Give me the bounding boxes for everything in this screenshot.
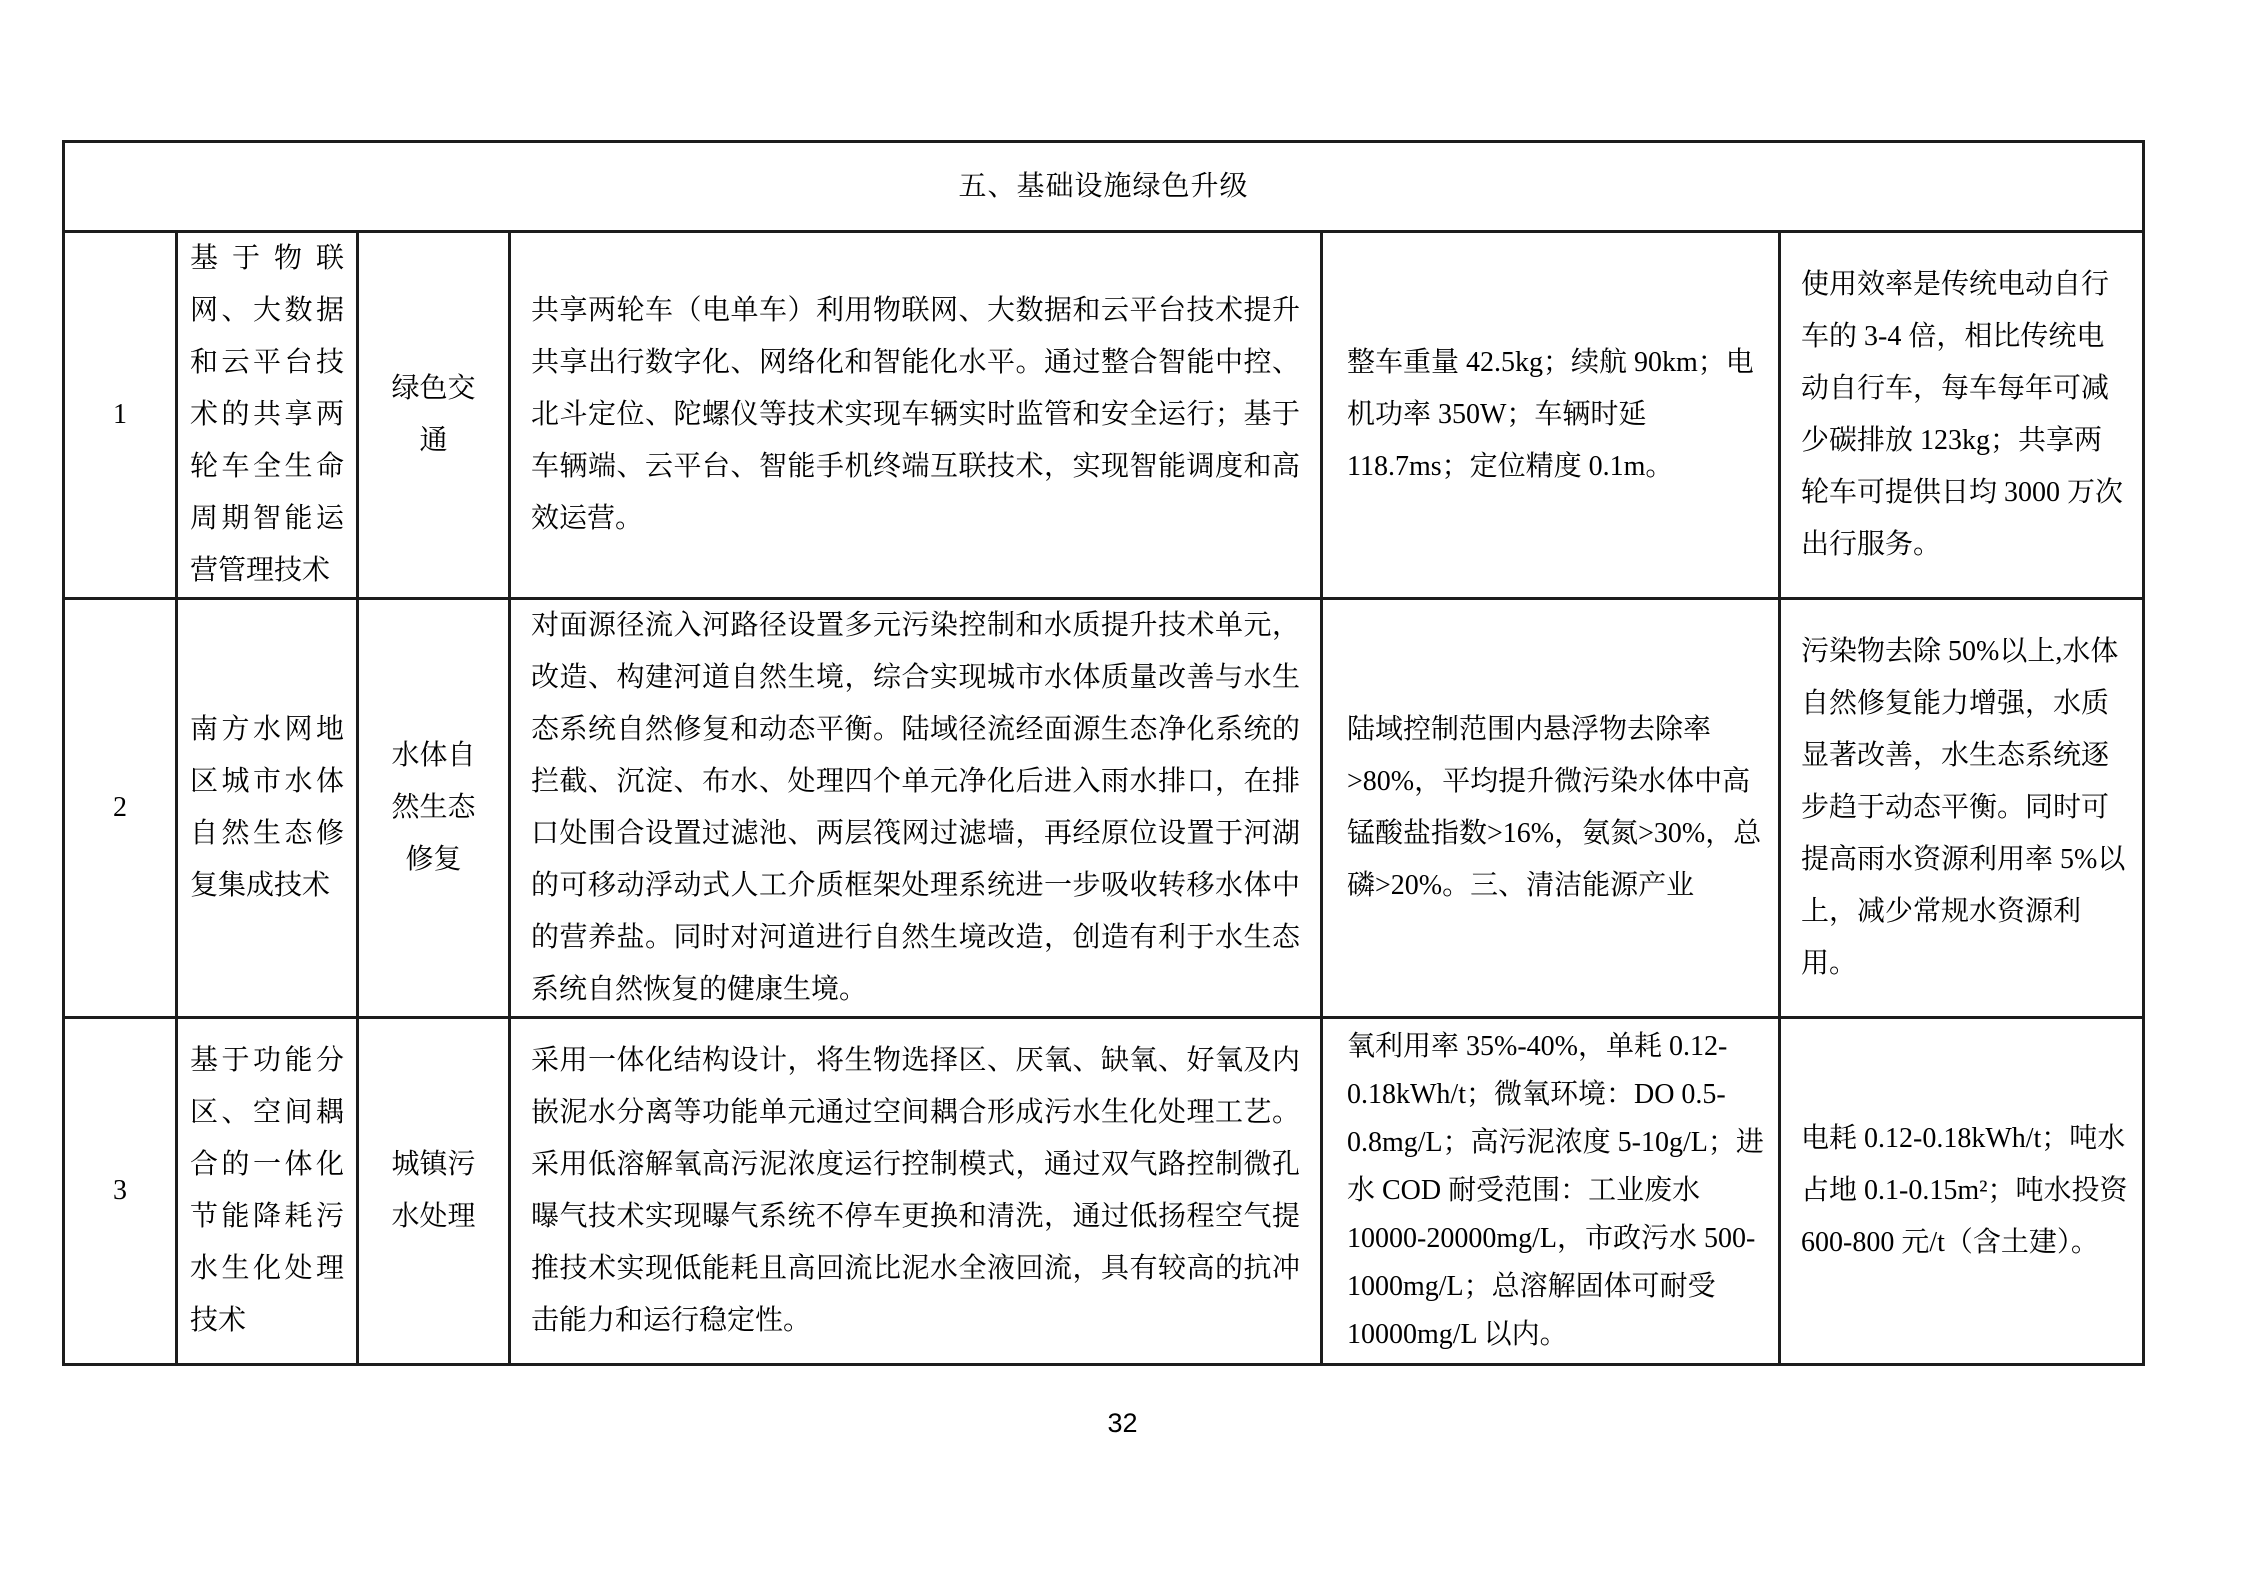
tech-metrics: 氧利用率 35%-40%，单耗 0.12-0.18kWh/t；微氧环境：DO 0.5-0.8mg/L；高污泥浓度 5-10g/L；进水 COD 耐受范围：工业废水 10000-20000mg/L，市政污水 500-1000mg/L；总溶解固体可耐受 10000mg/L 以内。 — [1322, 1018, 1780, 1365]
tech-metrics: 整车重量 42.5kg；续航 90km；电机功率 350W；车辆时延 118.7ms；定位精度 0.1m。 — [1322, 232, 1780, 599]
tech-metrics: 陆域控制范围内悬浮物去除率>80%，平均提升微污染水体中高锰酸盐指数>16%，氨氮>30%，总磷>20%。三、清洁能源产业 — [1322, 599, 1780, 1018]
tech-category: 绿色交通 — [358, 232, 510, 599]
tech-benefit: 使用效率是传统电动自行车的 3-4 倍，相比传统电动自行车，每车每年可减少碳排放 123kg；共享两轮车可提供日均 3000 万次出行服务。 — [1780, 232, 2144, 599]
green-infrastructure-table — [62, 140, 2145, 1366]
tech-category: 水体自然生态修复 — [358, 599, 510, 1018]
table-row — [64, 232, 2144, 599]
tech-benefit: 污染物去除 50%以上,水体自然修复能力增强，水质显著改善，水生态系统逐步趋于动态平衡。同时可提高雨水资源利用率 5%以上，减少常规水资源利用。 — [1780, 599, 2144, 1018]
row-number: 1 — [64, 232, 177, 599]
table-section-title: 五、基础设施绿色升级 — [64, 142, 2144, 232]
tech-description: 采用一体化结构设计，将生物选择区、厌氧、缺氧、好氧及内嵌泥水分离等功能单元通过空间耦合形成污水生化处理工艺。采用低溶解氧高污泥浓度运行控制模式，通过双气路控制微孔曝气技术实现曝气系统不停车更换和清洗，通过低扬程空气提推技术实现低能耗且高回流比泥水全液回流，具有较高的抗冲击能力和运行稳定性。 — [510, 1018, 1322, 1365]
row-number: 3 — [64, 1018, 177, 1365]
tech-benefit: 电耗 0.12-0.18kWh/t；吨水占地 0.1-0.15m²；吨水投资 600-800 元/t（含土建）。 — [1780, 1018, 2144, 1365]
tech-description: 共享两轮车（电单车）利用物联网、大数据和云平台技术提升共享出行数字化、网络化和智能化水平。通过整合智能中控、北斗定位、陀螺仪等技术实现车辆实时监管和安全运行；基于车辆端、云平台、智能手机终端互联技术，实现智能调度和高效运营。 — [510, 232, 1322, 599]
table-row — [64, 599, 2144, 1018]
table-title-row — [64, 142, 2144, 232]
page-number: 32 — [1107, 1408, 1138, 1438]
tech-name: 南方水网地区城市水体自然生态修复集成技术 — [177, 599, 358, 1018]
row-number: 2 — [64, 599, 177, 1018]
tech-description: 对面源径流入河路径设置多元污染控制和水质提升技术单元，改造、构建河道自然生境，综合实现城市水体质量改善与水生态系统自然修复和动态平衡。陆域径流经面源生态净化系统的拦截、沉淀、布水、处理四个单元净化后进入雨水排口，在排口处围合设置过滤池、两层筏网过滤墙，再经原位设置于河湖的可移动浮动式人工介质框架处理系统进一步吸收转移水体中的营养盐。同时对河道进行自然生境改造，创造有利于水生态系统自然恢复的健康生境。 — [510, 599, 1322, 1018]
table-row — [64, 1018, 2144, 1365]
tech-category: 城镇污水处理 — [358, 1018, 510, 1365]
tech-name: 基于功能分区、空间耦合的一体化节能降耗污水生化处理技术 — [177, 1018, 358, 1365]
tech-name: 基于物联网、大数据和云平台技术的共享两轮车全生命周期智能运营管理技术 — [177, 232, 358, 599]
